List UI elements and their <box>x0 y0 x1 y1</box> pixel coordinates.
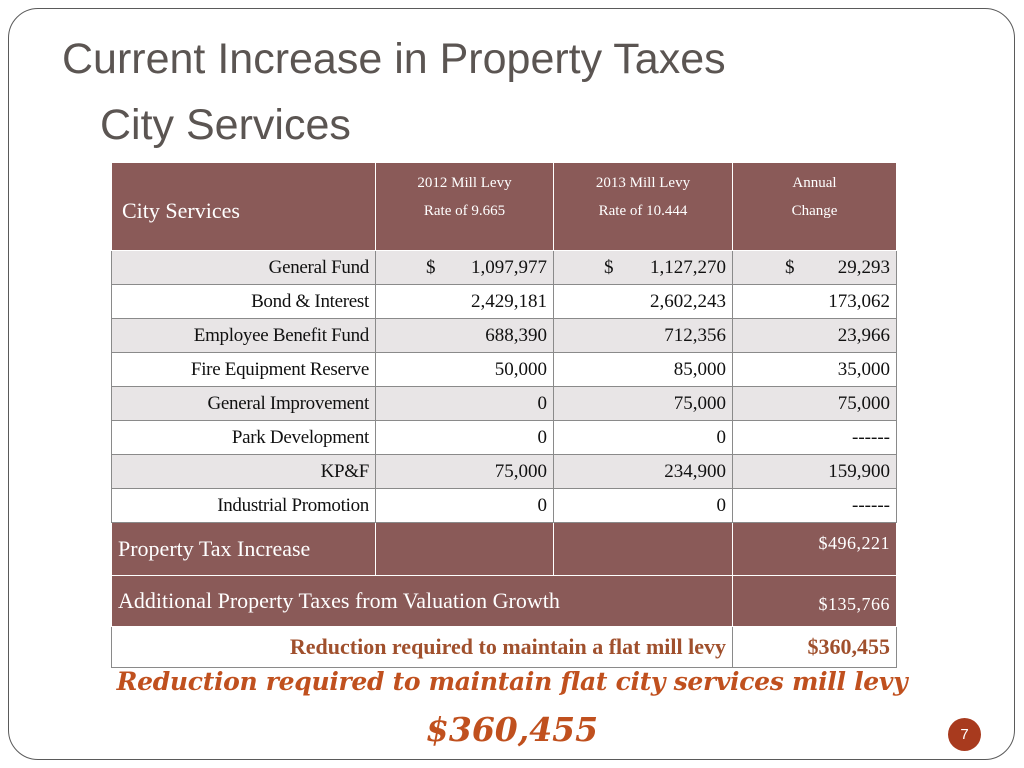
row-2012-value: 50,000 <box>376 353 554 387</box>
header-annual-change <box>733 163 897 251</box>
header-city-services: City Services <box>112 163 376 251</box>
row-2012-value <box>376 251 554 285</box>
valuation-growth-label: Additional Property Taxes from Valuation Growth <box>112 576 733 627</box>
row-change-value: ------ <box>733 421 897 455</box>
row-change-value: 23,966 <box>733 319 897 353</box>
property-tax-increase-label: Property Tax Increase <box>112 523 376 576</box>
row-name: Bond & Interest <box>112 285 376 319</box>
footer-note-amount: $360,455 <box>425 710 599 749</box>
header-2013-line2: Rate of 10.444 <box>598 203 688 219</box>
header-2012-mill-levy <box>376 163 554 251</box>
header-2013-line1: 2013 Mill Levy <box>595 175 691 191</box>
valuation-growth-value: $135,766 <box>733 576 897 627</box>
table-row <box>112 421 897 455</box>
header-2012-line2: Rate of 9.665 <box>423 203 506 219</box>
table-row <box>112 489 897 523</box>
row-2013-value: 2,602,243 <box>554 285 733 319</box>
row-2012-value: 75,000 <box>376 455 554 489</box>
row-name: General Fund <box>112 251 376 285</box>
table-row <box>112 285 897 319</box>
row-2013-value: 712,356 <box>554 319 733 353</box>
currency-symbol: $ <box>785 256 795 278</box>
header-change-line2: Change <box>791 203 838 219</box>
row-change-value: 173,062 <box>733 285 897 319</box>
row-name: Park Development <box>112 421 376 455</box>
row-2013-value: 85,000 <box>554 353 733 387</box>
row-name: KP&F <box>112 455 376 489</box>
row-change-value: 159,900 <box>733 455 897 489</box>
row-2013-value: 234,900 <box>554 455 733 489</box>
property-tax-increase-row <box>112 523 897 576</box>
row-2012-value: 0 <box>376 387 554 421</box>
table-row <box>112 455 897 489</box>
row-2012-value: 688,390 <box>376 319 554 353</box>
reduction-value: $360,455 <box>733 627 897 668</box>
page-number-badge: 7 <box>948 718 981 751</box>
header-2013-mill-levy <box>554 163 733 251</box>
reduction-label: Reduction required to maintain a flat mill levy <box>112 627 733 668</box>
row-2013-value: 0 <box>554 421 733 455</box>
row-2013-value: 75,000 <box>554 387 733 421</box>
property-tax-increase-value: $496,221 <box>733 523 897 576</box>
header-2012-line1: 2012 Mill Levy <box>417 175 512 191</box>
table-row <box>112 387 897 421</box>
row-change-value <box>733 251 897 285</box>
table-row <box>112 319 897 353</box>
property-tax-table <box>111 162 897 668</box>
header-change-line1: Annual <box>792 175 837 191</box>
row-2012-amount: 1,097,977 <box>471 256 547 278</box>
row-name: Employee Benefit Fund <box>112 319 376 353</box>
reduction-row <box>112 627 897 668</box>
empty-cell <box>554 523 733 576</box>
row-change-value: 75,000 <box>733 387 897 421</box>
row-name: Fire Equipment Reserve <box>112 353 376 387</box>
row-2013-value <box>554 251 733 285</box>
currency-symbol: $ <box>604 256 614 278</box>
table-row <box>112 251 897 285</box>
row-name: Industrial Promotion <box>112 489 376 523</box>
slide-title: Current Increase in Property Taxes <box>62 35 726 83</box>
table-row <box>112 353 897 387</box>
empty-cell <box>376 523 554 576</box>
row-name: General Improvement <box>112 387 376 421</box>
row-2012-value: 0 <box>376 421 554 455</box>
slide-subtitle: City Services <box>100 101 351 149</box>
row-2012-value: 2,429,181 <box>376 285 554 319</box>
currency-symbol: $ <box>426 256 436 278</box>
row-2013-value: 0 <box>554 489 733 523</box>
row-2013-amount: 1,127,270 <box>650 256 726 278</box>
row-change-amount: 29,293 <box>837 256 890 278</box>
row-2012-value: 0 <box>376 489 554 523</box>
row-change-value: ------ <box>733 489 897 523</box>
row-change-value: 35,000 <box>733 353 897 387</box>
table-header-row <box>112 163 897 251</box>
valuation-growth-row <box>112 576 897 627</box>
footer-note-text: Reduction required to maintain flat city services mill levy <box>116 667 908 696</box>
